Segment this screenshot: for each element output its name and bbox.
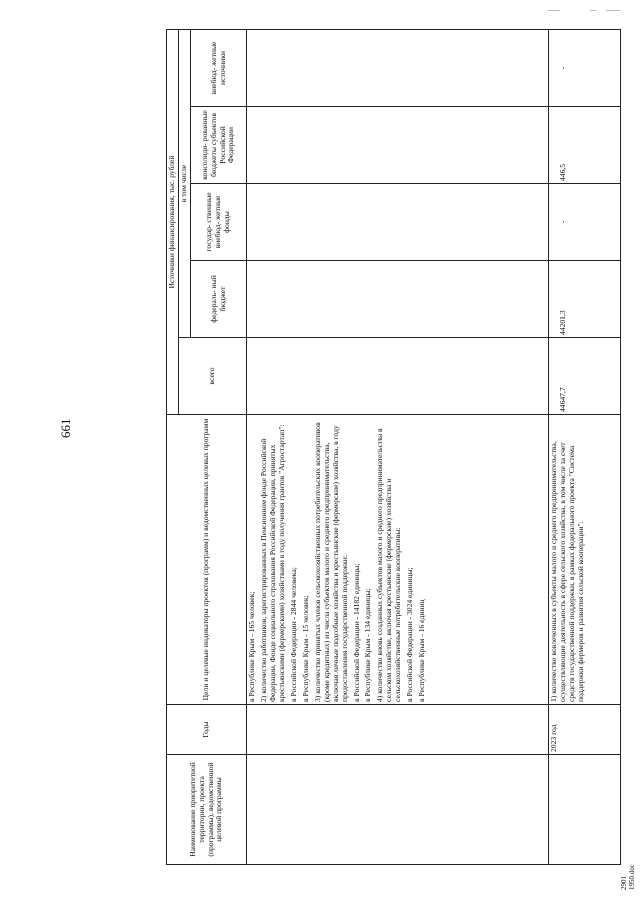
cell-state-funds-2023: - [549,184,621,261]
cell-year-2023: 2023 год [549,705,621,755]
goal-line: в Российской Федерации - 3024 единицы; [405,567,415,702]
header-total: всего [179,338,247,415]
goal-line: 3) количество принятых членов сельскохозяйственных потребительских кооперативов (кроме кредитных) из числа субъектов малого и среднего предпринимательства, включая личные подсобные хозяйства и крестьянские (фермерские) хозяйства, в году предоставления государственной поддержки: [312,422,349,702]
goal-line: 2) количество работников, зарегистрированных в Пенсионном фонде Российской Федерации, Фонде социального страхования Российской Федерации, принятых крестьянскими (фермерскими) хозяйствами в году получения грантов "Агростартап": [258,424,286,702]
header-incl: в том числе [179,29,191,337]
cell-total-2023: 44647,7 [549,338,621,415]
goal-line: в Республике Крым - 165 человек; [247,591,256,702]
goal-line: в Российской Федерации - 14182 единицы; [351,563,361,702]
goal-line: в Республике Крым - 134 единицы; [363,588,373,702]
cell-year-continuation [247,705,549,755]
header-funding: Источники финансирования, тыс. рублей [167,29,179,414]
header-goals: Цели и целевые индикаторы проектов (программ) и ведомственных целевых программ [167,415,247,705]
goals-continuation [247,415,549,705]
goal-line: в Российской Федерации - 2844 человека; [288,567,298,702]
header-state-funds: государ- ственные внебюд- жетные фонды [191,184,247,261]
header-offbudget: внебюд- жетные источники [191,29,247,106]
header-year: Годы [167,705,247,755]
header-federal: федераль- ный бюджет [191,261,247,338]
goal-line: в Республике Крым - 16 единиц [417,599,427,702]
funding-table [166,29,621,865]
scan-mark [590,10,596,11]
cell-offbudget-2023: - [549,29,621,106]
footer-doc-code: 2901 1950.doc [620,864,636,890]
cell-regional-2023: 446,5 [549,107,621,184]
cell-goal-2023: 1) количество вовлеченных в субъекты малого и среднего предпринимательства, осуществляющие деятельность в сфере сельского хозяйства, в том числе за счет средств государственной поддержки, в рамках федерального проекта "Система поддержки фермеров и развития сельской кооперации": [549,415,621,705]
scan-mark [548,10,560,11]
header-name: Наименование приоритетной территории, проекта (программы), ведомственной целевой программы [167,755,247,865]
cell-name-continuation [247,755,549,865]
cell-name-2023 [549,755,621,865]
cell-federal-2023: 44201,3 [549,261,621,338]
page-number: 661 [58,418,73,438]
scan-mark [606,10,620,11]
goal-line: 4) количество вновь созданных субъектов малого и среднего предпринимательства в сельском хозяйстве, включая крестьянские (фермерские) хозяйства и сельскохозяйственные потребительские кооперативы: [375,428,403,702]
header-regional: консолиди- рованные бюджеты субъектов Российской Федерации [191,107,247,184]
goal-line: в Республике Крым - 15 человек; [300,595,310,702]
rotated-table-wrapper [166,30,621,865]
